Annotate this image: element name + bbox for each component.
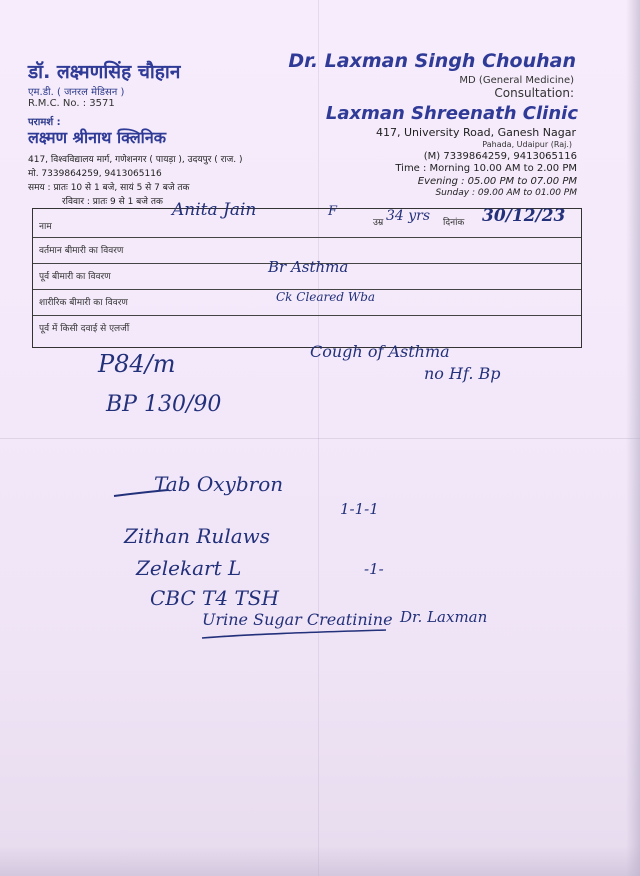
handwritten-bp: BP 130/90 bbox=[106, 392, 222, 417]
morning-timing: Time : Morning 10.00 AM to 2.00 PM bbox=[395, 163, 577, 174]
address-hindi: 417, विश्वविद्यालय मार्ग, गणेशनगर ( पायड़ा ), उदयपुर ( राज. ) bbox=[28, 155, 243, 165]
rx-line-3-dose: -1- bbox=[364, 560, 384, 578]
rx-line-1-dose: 1-1-1 bbox=[340, 500, 379, 518]
degree-english: MD (General Medicine) bbox=[459, 75, 574, 86]
sunday-timing-hindi: रविवार : प्रातः 9 से 1 बजे तक bbox=[62, 197, 163, 207]
handwritten-age: 34 yrs bbox=[386, 208, 431, 224]
doctor-name-english: Dr. Laxman Singh Chouhan bbox=[288, 50, 576, 72]
handwritten-date: 30/12/23 bbox=[482, 206, 566, 226]
current-illness-label: वर्तमान बीमारी का विवरण bbox=[39, 246, 124, 256]
paper-edge-shadow bbox=[626, 0, 640, 876]
handwritten-sex: F bbox=[328, 204, 338, 219]
doctor-signature: Dr. Laxman bbox=[400, 608, 488, 626]
address-english: 417, University Road, Ganesh Nagar bbox=[376, 126, 576, 139]
rx-line-4: CBC T4 TSH bbox=[150, 586, 279, 610]
underline-mark bbox=[200, 628, 390, 642]
handwritten-past-illness: Br Asthma bbox=[268, 258, 349, 276]
timing-hindi: समय : प्रातः 10 से 1 बजे, सायं 5 से 7 बजे तक bbox=[28, 183, 190, 193]
rmc-number: R.M.C. No. : 3571 bbox=[28, 98, 115, 109]
paper-fold bbox=[0, 438, 640, 439]
age-label: उम्र bbox=[373, 218, 384, 228]
evening-timing: Evening : 05.00 PM to 07.00 PM bbox=[417, 176, 577, 187]
form-rule bbox=[33, 315, 581, 316]
rx-line-3: Zelekart L bbox=[136, 556, 242, 580]
phone-english: (M) 7339864259, 9413065116 bbox=[423, 151, 577, 162]
paper-bottom-shadow bbox=[0, 846, 640, 876]
patient-details-form bbox=[32, 208, 582, 348]
handwritten-patient-name: Anita Jain bbox=[172, 200, 257, 220]
handwritten-history: Cough of Asthma bbox=[310, 342, 450, 361]
physical-illness-label: शारीरिक बीमारी का विवरण bbox=[39, 298, 128, 308]
rx-line-1: Tab Oxybron bbox=[154, 472, 284, 496]
clinic-name-english: Laxman Shreenath Clinic bbox=[325, 103, 578, 124]
city-english: Pahada, Udaipur (Raj.) bbox=[482, 140, 572, 149]
allergy-label: पूर्व में किसी दवाई से एलर्जी bbox=[39, 324, 130, 334]
form-rule bbox=[33, 237, 581, 238]
handwritten-history-2: no Hf. Bp bbox=[424, 364, 501, 383]
degree-hindi: एम.डी. ( जनरल मेडिसन ) bbox=[28, 87, 125, 98]
rx-line-5: Urine Sugar Creatinine bbox=[202, 610, 393, 629]
paper-fold bbox=[318, 0, 319, 876]
consultation-label-hindi: परामर्श : bbox=[28, 117, 61, 128]
doctor-name-hindi: डॉ. लक्ष्मणसिंह चौहान bbox=[28, 61, 181, 83]
sunday-timing: Sunday : 09.00 AM to 01.00 PM bbox=[435, 188, 577, 198]
consultation-label-english: Consultation: bbox=[494, 86, 574, 100]
handwritten-physical: Ck Cleared Wba bbox=[276, 290, 376, 304]
clinic-name-hindi: लक्ष्मण श्रीनाथ क्लिनिक bbox=[28, 128, 166, 147]
date-label: दिनांक bbox=[443, 218, 465, 228]
name-label: नाम bbox=[39, 222, 52, 232]
rx-line-2: Zithan Rulaws bbox=[124, 524, 271, 548]
past-illness-label: पूर्व बीमारी का विवरण bbox=[39, 272, 111, 282]
phone-hindi: मो. 7339864259, 9413065116 bbox=[28, 169, 162, 179]
handwritten-pulse: P84/m bbox=[98, 350, 176, 378]
